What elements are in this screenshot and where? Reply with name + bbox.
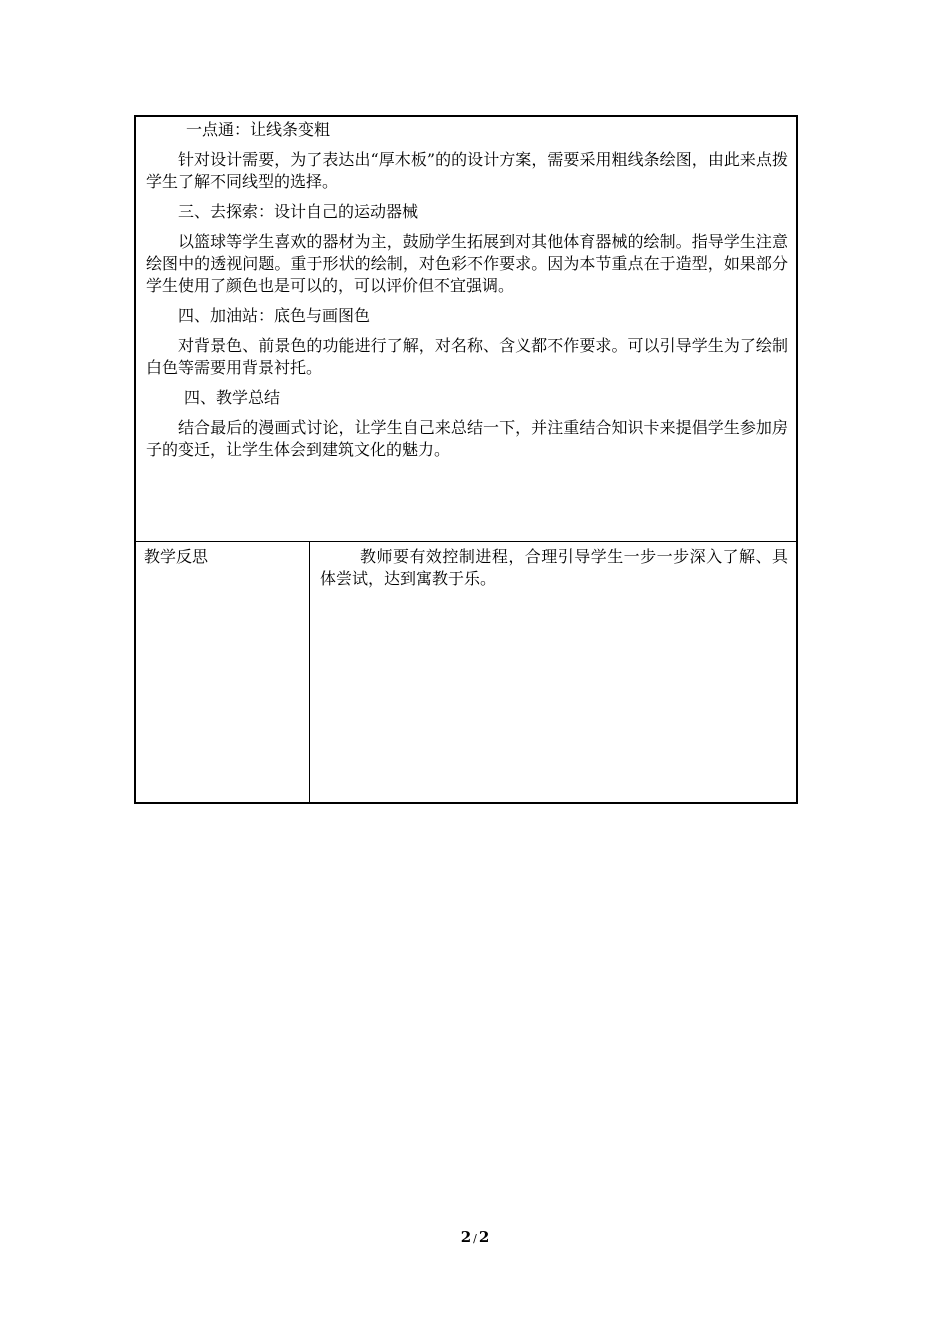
lesson-plan-table — [134, 115, 798, 804]
teaching-process-cell — [136, 117, 796, 542]
reflection-label: 教学反思 — [136, 542, 310, 802]
section-heading: 四、教学总结 — [184, 388, 281, 407]
section-paragraph: 针对设计需要，为了表达出“厚木板”的的设计方案，需要采用粗线条绘图，由此来点拨学生了解不同线型的选择。 — [146, 150, 788, 191]
page-total: 2 — [478, 1228, 490, 1246]
page-separator: / — [473, 1232, 477, 1245]
section-heading: 三、去探索：设计自己的运动器械 — [178, 202, 419, 221]
reflection-text: 教师要有效控制进程，合理引导学生一步一步深入了解、具体尝试，达到寓教于乐。 — [320, 547, 788, 588]
section-paragraph: 结合最后的漫画式讨论，让学生自己来总结一下，并注重结合知识卡来提倡学生参加房子的变迁，让学生体会到建筑文化的魅力。 — [146, 418, 788, 459]
section-paragraph: 对背景色、前景色的功能进行了解，对名称、含义都不作要求。可以引导学生为了绘制白色等需要用背景衬托。 — [146, 336, 788, 377]
section-paragraph: 以篮球等学生喜欢的器材为主，鼓励学生拓展到对其他体育器械的绘制。指导学生注意绘图中的透视问题。重于形状的绘制，对色彩不作要求。因为本节重点在于造型，如果部分学生使用了颜色也是可以的，可以评价但不宜强调。 — [146, 232, 788, 295]
section-heading: 一点通：让线条变粗 — [186, 120, 331, 139]
page-number — [0, 1228, 950, 1246]
section-heading: 四、加油站：底色与画图色 — [178, 306, 371, 325]
page-current: 2 — [460, 1228, 472, 1246]
